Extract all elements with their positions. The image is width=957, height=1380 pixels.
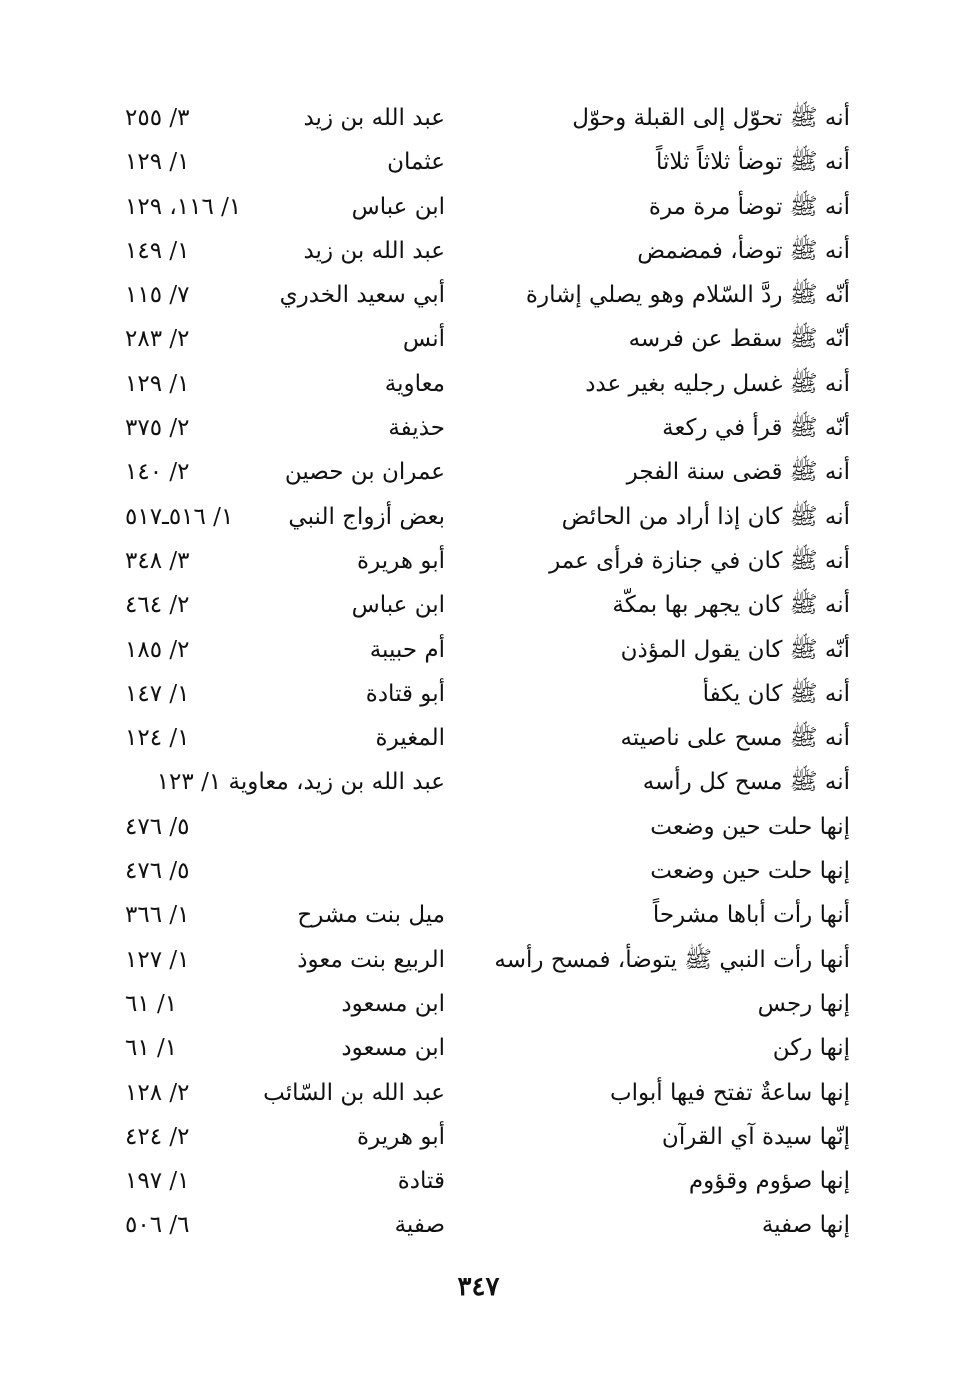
index-row bbox=[125, 1159, 850, 1203]
volume-page-reference: ٢/ ٤٦٤ bbox=[125, 592, 190, 619]
index-row bbox=[125, 1071, 850, 1115]
volume-page-reference: ٢/ ٤٢٤ bbox=[125, 1123, 190, 1150]
volume-page-reference: ١/ ١٢٩ bbox=[125, 149, 190, 176]
index-row bbox=[125, 1026, 850, 1070]
volume-page-reference: ١/ ٥١٦ـ٥١٧ bbox=[125, 503, 234, 530]
hadith-text: أنه ﷺ توضأ مرة مرة bbox=[648, 193, 850, 220]
narrator-name: عبد الله بن زيد، معاوية ١/ ١٢٣ bbox=[156, 769, 445, 796]
narrator-name: أبي سعيد الخدري bbox=[279, 282, 445, 309]
index-row bbox=[125, 1203, 850, 1247]
hadith-text: أنّه ﷺ كان يقول المؤذن bbox=[620, 636, 850, 663]
index-row bbox=[125, 273, 850, 317]
hadith-text: إنّها سيدة آي القرآن bbox=[661, 1123, 850, 1150]
index-row bbox=[125, 583, 850, 627]
hadith-text: أنّه ﷺ قرأ في ركعة bbox=[662, 415, 850, 442]
narrator-name: عبد الله بن السّائب bbox=[263, 1079, 445, 1106]
index-row bbox=[125, 1115, 850, 1159]
narrator-name: عبد الله بن زيد bbox=[303, 237, 445, 264]
index-row bbox=[125, 96, 850, 140]
hadith-text: أنه ﷺ كان في جنازة فرأى عمر bbox=[549, 547, 850, 574]
volume-page-reference: ٦/ ٥٠٦ bbox=[125, 1212, 190, 1239]
volume-page-reference: ٢/ ١٨٥ bbox=[125, 636, 190, 663]
hadith-text: أنه ﷺ توضأ، فمضمض bbox=[637, 237, 850, 264]
hadith-text: إنها حلت حين وضعت bbox=[650, 813, 850, 840]
hadith-text: أنه ﷺ مسح على ناصيته bbox=[620, 725, 850, 752]
hadith-text: أنه ﷺ تحوّل إلى القبلة وحوّل bbox=[572, 105, 850, 131]
hadith-text: أنه ﷺ توضأ ثلاثاً ثلاثاً bbox=[655, 149, 850, 176]
narrator-name: أبو هريرة bbox=[357, 1123, 445, 1150]
hadith-text: إنها ركن bbox=[772, 1035, 850, 1062]
volume-page-reference: ١/ ١١٦، ١٢٩ bbox=[125, 193, 242, 220]
narrator-name: عمران بن حصين bbox=[284, 459, 445, 486]
volume-page-reference: ١/ ٦١ bbox=[125, 1035, 178, 1062]
hadith-text: أنه ﷺ غسل رجليه بغير عدد bbox=[585, 370, 850, 397]
hadith-text: أنها رأت أباها مشرحاً bbox=[652, 902, 850, 929]
index-row bbox=[125, 716, 850, 760]
index-row bbox=[125, 805, 850, 849]
volume-page-reference: ٢/ ١٢٨ bbox=[125, 1079, 190, 1106]
narrator-name: عثمان bbox=[387, 149, 445, 176]
volume-page-reference: ٥/ ٤٧٦ bbox=[125, 858, 190, 885]
hadith-text: أنه ﷺ كان يجهر بها بمكّة bbox=[612, 592, 850, 619]
index-row bbox=[125, 760, 850, 804]
narrator-name: ابن مسعود bbox=[341, 990, 445, 1017]
volume-page-reference: ١/ ١٤٩ bbox=[125, 237, 190, 264]
hadith-text: إنها ساعةٌ تفتح فيها أبواب bbox=[609, 1079, 850, 1106]
narrator-name: ميل بنت مشرح bbox=[297, 902, 445, 929]
hadith-text: أنه ﷺ قضى سنة الفجر bbox=[626, 459, 850, 486]
hadith-text: أنّه ﷺ ردَّ السّلام وهو يصلي إشارة bbox=[525, 282, 850, 309]
page-number: ٣٤٧ bbox=[457, 1272, 500, 1302]
index-row bbox=[125, 229, 850, 273]
narrator-name: صفية bbox=[394, 1212, 445, 1239]
index-row bbox=[125, 362, 850, 406]
hadith-text: إنها صؤوم وقؤوم bbox=[688, 1168, 850, 1195]
narrator-name: قتادة bbox=[397, 1168, 445, 1195]
volume-page-reference: ١/ ٣٦٦ bbox=[125, 902, 190, 929]
narrator-name: حذيفة bbox=[388, 415, 445, 442]
volume-page-reference: ٢/ ٢٨٣ bbox=[125, 326, 190, 353]
volume-page-reference: ٥/ ٤٧٦ bbox=[125, 813, 190, 840]
volume-page-reference: ٢/ ١٤٠ bbox=[125, 459, 190, 486]
narrator-name: ابن عباس bbox=[351, 193, 445, 220]
index-row bbox=[125, 317, 850, 361]
narrator-name: ابن مسعود bbox=[341, 1035, 445, 1062]
hadith-text: إنها حلت حين وضعت bbox=[650, 858, 850, 885]
index-row bbox=[125, 893, 850, 937]
hadith-text: أنه ﷺ كان إذا أراد من الحائض bbox=[561, 503, 850, 530]
volume-page-reference: ٣/ ٣٤٨ bbox=[125, 547, 190, 574]
index-row bbox=[125, 495, 850, 539]
hadith-text: أنها رأت النبي ﷺ يتوضأ، فمسح رأسه bbox=[494, 946, 850, 973]
volume-page-reference: ١/ ٦١ bbox=[125, 990, 178, 1017]
hadith-index-table bbox=[125, 96, 850, 1248]
index-row bbox=[125, 628, 850, 672]
narrator-name: المغيرة bbox=[375, 725, 445, 752]
index-row bbox=[125, 938, 850, 982]
index-row bbox=[125, 406, 850, 450]
narrator-name: بعض أزواج النبي bbox=[288, 503, 445, 530]
narrator-name: الربيع بنت معوذ bbox=[297, 946, 445, 973]
narrator-name: أنس bbox=[402, 326, 445, 353]
index-row bbox=[125, 185, 850, 229]
narrator-name: عبد الله بن زيد bbox=[303, 105, 445, 131]
narrator-name: ابن عباس bbox=[351, 592, 445, 619]
volume-page-reference: ١/ ١٢٤ bbox=[125, 725, 190, 752]
hadith-text: أنه ﷺ مسح كل رأسه bbox=[642, 769, 850, 796]
narrator-name: أم حبيبة bbox=[369, 636, 445, 663]
hadith-text: أنه ﷺ كان يكفأ bbox=[702, 680, 850, 707]
volume-page-reference: ١/ ١٢٧ bbox=[125, 946, 190, 973]
narrator-name: أبو هريرة bbox=[357, 547, 445, 574]
volume-page-reference: ٧/ ١١٥ bbox=[125, 282, 190, 309]
volume-page-reference: ١/ ١٢٩ bbox=[125, 370, 190, 397]
hadith-text: إنها صفية bbox=[761, 1212, 850, 1239]
index-row bbox=[125, 982, 850, 1026]
narrator-name: معاوية bbox=[384, 370, 445, 397]
volume-page-reference: ٣/ ٢٥٥ bbox=[125, 105, 190, 131]
hadith-text: إنها رجس bbox=[757, 990, 850, 1017]
volume-page-reference: ٢/ ٣٧٥ bbox=[125, 415, 190, 442]
narrator-name: أبو قتادة bbox=[365, 680, 445, 707]
index-row bbox=[125, 672, 850, 716]
index-row bbox=[125, 849, 850, 893]
index-row bbox=[125, 140, 850, 184]
index-row bbox=[125, 450, 850, 494]
index-row bbox=[125, 539, 850, 583]
volume-page-reference: ١/ ١٤٧ bbox=[125, 680, 190, 707]
volume-page-reference: ١/ ١٩٧ bbox=[125, 1168, 190, 1195]
hadith-text: أنّه ﷺ سقط عن فرسه bbox=[628, 326, 850, 353]
